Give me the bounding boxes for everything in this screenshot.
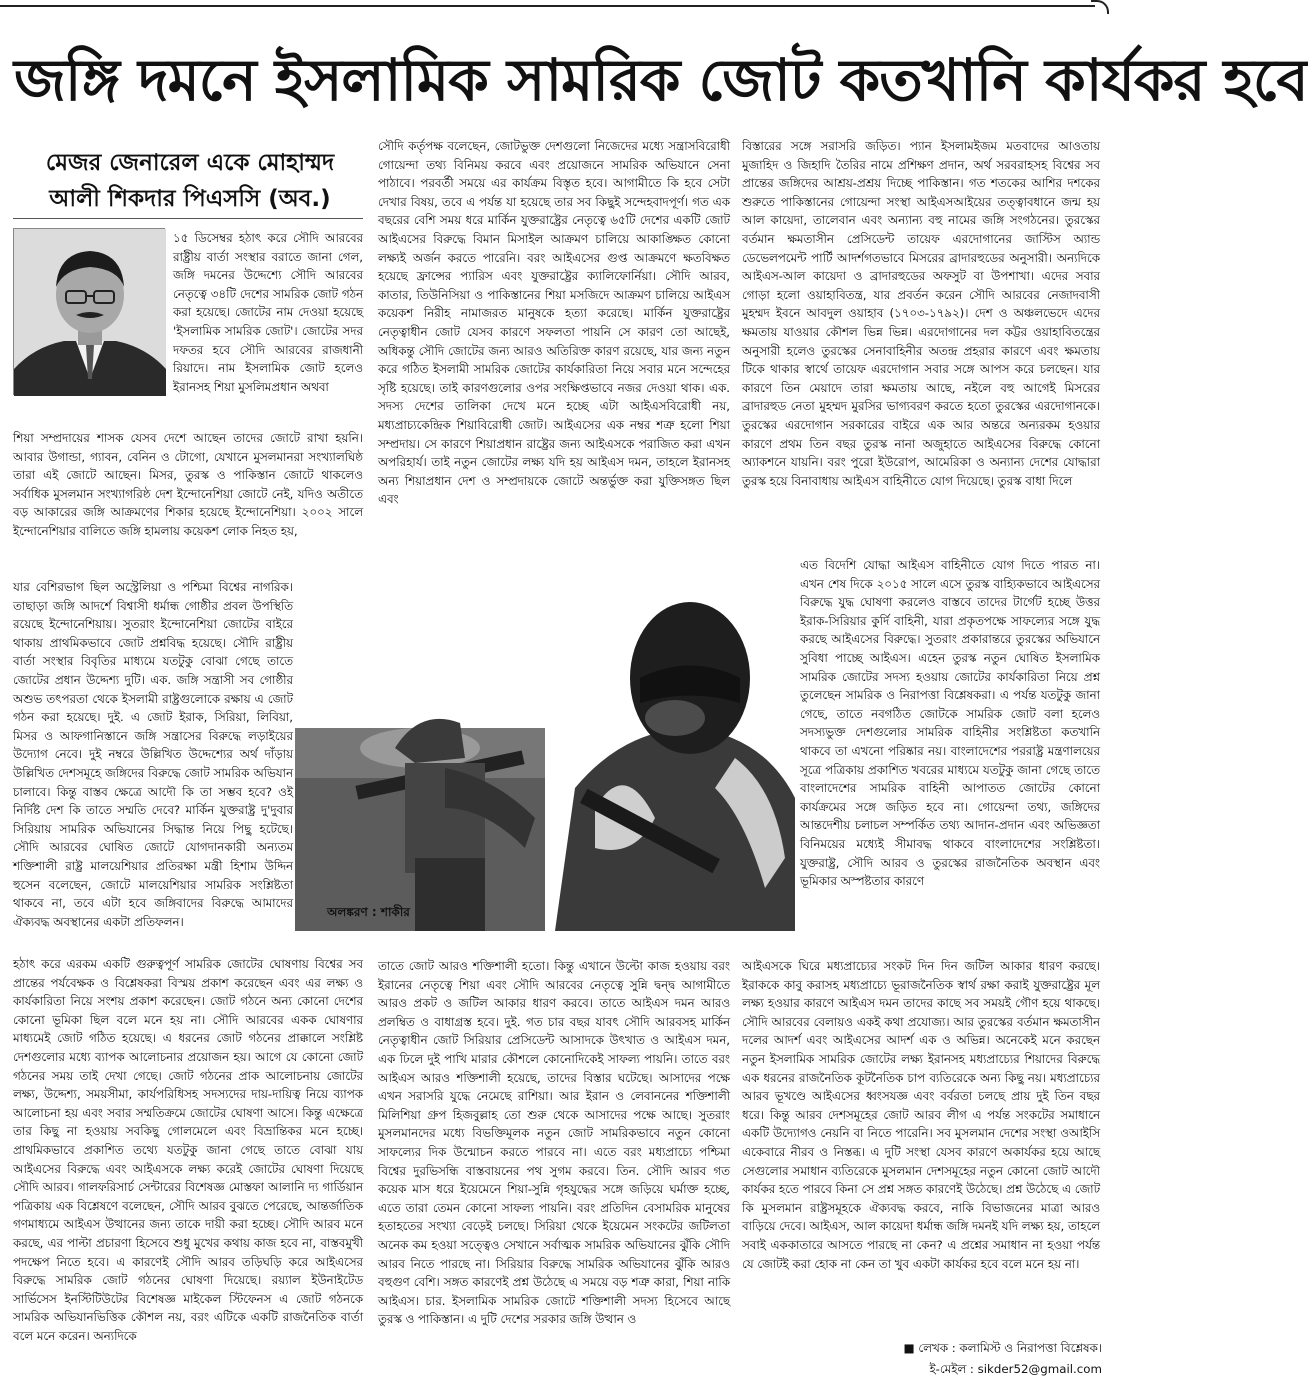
column-2-top xyxy=(378,137,730,555)
byline-divider xyxy=(13,218,363,219)
writer-credit: ■ লেখক : কলামিস্ট ও নিরাপত্তা বিশ্লেষক। xyxy=(903,1341,1102,1355)
paragraph: ১৫ ডিসেম্বর হঠাৎ করে সৌদি আরবের রাষ্ট্রীয় বার্তা সংস্থার বরাতে জানা গেল, জঙ্গি দমনের উদ্দেশ্যে সৌদি আরবের নেতৃত্বে ৩৪টি দেশের সামরিক জোট গঠন করা হয়েছে। জোটের নাম দেওয়া হয়েছে 'ইসলামিক সামরিক জোট'। জোটের সদর দফতর হবে সৌদি আরবের রাজধানী রিয়াদে। নাম ইসলামিক জোট হলেও ইরানসহ শিয়া মুসলিমপ্রধান অথবা xyxy=(173,231,363,394)
column-3-bottom xyxy=(742,957,1100,1315)
paragraph: যার বেশিরভাগ ছিল অস্ট্রেলিয়া ও পশ্চিমা বিশ্বের নাগরিক। তাছাড়া জঙ্গি আদর্শে বিশ্বাসী ধর্মান্ধ গোষ্ঠীর প্রবল উপস্থিতি রয়েছে ইন্দোনেশিয়ায়। সুতরাং ইন্দোনেশিয়া জোটের বাইরে থাকায় প্রাথমিকভাবে জোট প্রশ্নবিদ্ধ হয়েছে। সৌদি রাষ্ট্রীয় বার্তা সংস্থার বিবৃতির মাধ্যমে যতটুকু বোঝা গেছে তাতে জোটের প্রধান উদ্দেশ্য দুটি। এক. জঙ্গি সন্ত্রাসী সব গোষ্ঠীর অশুভ তৎপরতা থেকে ইসলামী রাষ্ট্রগুলোকে রক্ষায় এ জোট গঠন করা হয়েছে। দুই. এ জোট ইরাক, সিরিয়া, লিবিয়া, মিসর ও আফগানিস্তানে জঙ্গি সন্ত্রাসের বিরুদ্ধে লড়াইয়ের উদ্যোগ নেবে। দুই নম্বরে উল্লিখিত উদ্দেশ্যের অর্থ দাঁড়ায় উল্লিখিত দেশসমূহে জঙ্গিদের বিরুদ্ধে জোট সামরিক অভিযান চালাবে। কিন্তু বাস্তব ক্ষেত্রে আদৌ কি তা সম্ভব হবে? ওই নির্দিষ্ট দেশ কি তাতে সম্মতি দেবে? মার্কিন যুক্তরাষ্ট্র দু'দুবার সিরিয়ায় সামরিক অভিযানের সিদ্ধান্ত নিয়ে পিছু হটেছে। সৌদি আরবের ঘোষিত জোটে যোগদানকারী অন্যতম শক্তিশালী রাষ্ট্র মালয়েশিয়ার প্রতিরক্ষা মন্ত্রী হিশাম উদ্দিন হুসেন বলেছেন, জোটে মালয়েশিয়ার সামরিক সংশ্লিষ্টতা থাকবে না, তবে এটা হবে জঙ্গিবাদের বিরুদ্ধে আমাদের ঐক্যবদ্ধ অবস্থানের একটা প্রতিফলন। xyxy=(13,580,293,929)
byline-line-2: আলী শিকদার পিএসসি (অব.) xyxy=(49,186,331,212)
paragraph: সৌদি কর্তৃপক্ষ বলেছেন, জোটভুক্ত দেশগুলো নিজেদের মধ্যে সন্ত্রাসবিরোধী গোয়েন্দা তথ্য বিনিময় করবে এবং প্রয়োজনে সামরিক অভিযানে সেনা পাঠাবে। পরবর্তী সময়ে এর কার্যক্রম বিস্তৃত হবে। আগামীতে কি হবে সেটা দেখার বিষয়, তবে এ পর্যন্ত যা হয়েছে তার সব কিছুই সন্দেহবাদপূর্ণ। গত এক বছরের বেশি সময় ধরে মার্কিন যুক্তরাষ্ট্রের নেতৃত্বে ৬৫টি দেশের একটি জোট আইএসের বিরুদ্ধে বিমান মিসাইল আক্রমণ চালিয়ে আকাঙ্ক্ষিত কোনো লক্ষ্যই অর্জন করতে পারেনি। বরং আইএসের গুপ্ত আক্রমণে ক্ষতবিক্ষত হয়েছে ফ্রান্সের প্যারিস এবং যুক্তরাষ্ট্রের ক্যালিফোর্নিয়া। সৌদি আরব, কাতার, তিউনিসিয়া ও পাকিস্তানের শিয়া মসজিদে আক্রমণ চালিয়ে আইএস কয়েকশ নিরীহ নামাজরত মানুষকে হত্যা করেছে। মার্কিন যুক্তরাষ্ট্রের নেতৃত্বাধীন জোট যেসব কারণে সফলতা পায়নি সে কারণ তো আছেই, অধিকন্তু সৌদি জোটের জন্য আরও অতিরিক্ত কারণ রয়েছে, যার জন্য নতুন করে গঠিত ইসলামী সামরিক জোটের কার্যকারিতা নিয়ে সবার মনে সন্দেহের সৃষ্টি হয়েছে। তাই কারণগুলোর ওপর সংক্ষিপ্তভাবে নজর দেওয়া থাক। এক. সদস্য দেশের তালিকা দেখে মনে হচ্ছে এটা আইএসবিরোধী নয়, মধ্যপ্রাচ্যকেন্দ্রিক শিয়াবিরোধী জোট। আইএসের এক নম্বর শত্রু হলো শিয়া সম্প্রদায়। সে কারণে শিয়াপ্রধান রাষ্ট্রের জন্য আইএসকে পরাজিত করা এখন অপরিহার্য। তাই নতুন জোটের লক্ষ্য যদি হয় আইএস দমন, তাহলে ইরানসহ অন্য শিয়াপ্রধান দেশ ও সম্প্রদায়কে জোটে অন্তর্ভুক্ত করা যুক্তিসঙ্গত ছিল এবং xyxy=(378,139,730,507)
paragraph: এত বিদেশি যোদ্ধা আইএস বাহিনীতে যোগ দিতে পারত না। এখন শেষ দিকে ২০১৫ সালে এসে তুরস্ক বাহ্যিকভাবে আইএসের বিরুদ্ধে যুদ্ধ ঘোষণা করলেও বাস্তবে তাদের টার্গেট হচ্ছে উত্তর ইরাক-সিরিয়ার কুর্দি বাহিনী, যারা প্রকৃতপক্ষে সাফল্যের সঙ্গে যুদ্ধ করছে আইএসের বিরুদ্ধে। সুতরাং প্রকারান্তরে তুরস্কের অভিযানে সুবিধা পাচ্ছে আইএস। এহেন তুরস্ক নতুন ঘোষিত ইসলামিক সামরিক জোটের সদস্য হওয়ায় জোটের কার্যকারিতা নিয়ে প্রশ্ন তুলেছেন সামরিক ও নিরাপত্তা বিশ্লেষকরা। এ পর্যন্ত যতটুকু জানা গেছে, তাতে নবগঠিত জোটকে সামরিক জোট বলা হলেও সদস্যভুক্ত দেশগুলোর সামরিক বাহিনীর সংশ্লিষ্টতা কতখানি থাকবে তা এখনো পরিষ্কার নয়। বাংলাদেশের পররাষ্ট্র মন্ত্রণালয়ের সূত্রে পত্রিকায় প্রকাশিত খবরের মাধ্যমে যতটুকু জানা গেছে তাতে বাংলাদেশের সামরিক বাহিনী আপাতত জোটের কোনো কার্যক্রমের সঙ্গে জড়িত হবে না। গোয়েন্দা তথ্য, জঙ্গিদের আন্তদেশীয় চলাচল সম্পর্কিত তথ্য আদান-প্রদান এবং অভিজ্ঞতা বিনিময়ের মধ্যেই সীমাবদ্ধ থাকবে বাংলাদেশের সংশ্লিষ্টতা। যুক্তরাষ্ট্র, সৌদি আরব ও তুরস্কের রাজনৈতিক অবস্থান এবং ভূমিকার অস্পষ্টতার কারণে xyxy=(800,558,1100,889)
column-3-narrow xyxy=(800,556,1100,956)
author-portrait xyxy=(13,228,165,395)
column-1-full xyxy=(13,429,363,578)
paragraph: বিস্তারের সঙ্গে সরাসরি জড়িত। প্যান ইসলামইজম মতবাদের আওতায় মুজাহিদ ও জিহাদি তৈরির নামে প্রশিক্ষণ প্রদান, অর্থ সরবরাহসহ বিশ্বের সব প্রান্তের জঙ্গিদের আশ্রয়-প্রশ্রয় দিচ্ছে পাকিস্তান। গত শতকের আশির দশকের শুরুতে পাকিস্তানের গোয়েন্দা সংস্থা আইএসআইয়ের তত্ত্বাবধানে জন্ম হয় আল কায়েদা, তালেবান এবং অন্যান্য বহু নামের জঙ্গি সংগঠনের। তুরস্কের বর্তমান ক্ষমতাসীন প্রেসিডেন্ট তায়েফ এরদোগানের জাস্টিস অ্যান্ড ডেভেলপমেন্ট পার্টি আদর্শগতভাবে মিসরের ব্রাদারহুডের অনুসারী। অন্যদিকে আইএস-আল কায়েদা ও ব্রাদারহুডের অফসুট বা উপশাখা। এদের সবার গোড়া হলো ওয়াহাবিতন্ত্র, যার প্রবর্তন করেন সৌদি আরবের নেজাদবাসী মুহম্মদ ইবনে আবদুল ওয়াহাব (১৭০৩-১৭৯২)। দেশ ও অঞ্চলভেদে এদের ক্ষমতায় যাওয়ার কৌশল ভিন্ন ভিন্ন। এরদোগানের দল কট্টর ওয়াহাবিতন্ত্রের অনুসারী হলেও তুরস্কের সেনাবাহিনীর অতন্দ্র প্রহরার কারণে এবং ক্ষমতায় টিকে থাকার স্বার্থে তায়েফ এরদোগান সবার সঙ্গে আপস করে চলছেন। যার কারণে তিন মেয়াদে তারা ক্ষমতায় আছে, নইলে বহু আগেই মিসরের ব্রাদারহুড নেতা মুহম্মদ মুরসির ভাগ্যবরণ করতে হতো তুরস্কের এরদোগানকে। তুরস্কের এরদোগান সরকারের বাইরে এক আর অন্তরে অন্যরকম হওয়ার কারণে প্রথম তিন বছর তুরস্ক নানা অজুহাতে আইএসের বিরুদ্ধে কোনো অ্যাকশনে যায়নি। বরং পুরো ইউরোপ, আমেরিকা ও অন্যান্য দেশের যোদ্ধারা তুরস্ক হয়ে বিনাবাধায় আইএস বাহিনীতে যোগ দিয়েছে। তুরস্ক বাধা দিলে xyxy=(742,139,1100,488)
column-3-top xyxy=(742,137,1100,556)
headline: জঙ্গি দমনে ইসলামিক সামরিক জোট কতখানি কার্যকর হবে xyxy=(14,46,1308,114)
main-illustration xyxy=(295,558,795,931)
paragraph: তাতে জোট আরও শক্তিশালী হতো। কিন্তু এখানে উল্টো কাজ হওয়ায় বরং ইরানের নেতৃত্বে শিয়া এবং সৌদি আরবের নেতৃত্বে সুন্নি দ্বন্দ্ব আগামীতে আরও প্রকট ও জটিল আকার ধারণ করবে। তাতে আইএস দমন আরও প্রলম্বিত ও বাধাগ্রস্ত হবে। দুই. গত চার বছর যাবৎ সৌদি আরবসহ মার্কিন নেতৃত্বাধীন জোট সিরিয়ার প্রেসিডেন্ট আসাদকে উৎখাত ও আইএস দমন, এক ঢিলে দুই পাখি মারার কৌশলে কোনোদিকেই সাফল্য পায়নি। তাতে বরং আইএস আরও শক্তিশালী হয়েছে, তাদের বিস্তার ঘটেছে। আসাদের পক্ষে এখন সরাসরি যুদ্ধে নেমেছে রাশিয়া। আর ইরান ও লেবাননের শক্তিশালী মিলিশিয়া গ্রুপ হিজবুল্লাহ তো শুরু থেকে আসাদের পক্ষে আছে। সুতরাং মুসলমানদের মধ্যে বিভক্তিমূলক নতুন জোট সামরিকভাবে নতুন কোনো সাফল্যের দিক উন্মোচন করতে পারবে না। এতে বরং মধ্যপ্রাচ্যে পশ্চিমা বিশ্বের দুরভিসন্ধি বাস্তবায়নের পথ সুগম করবে। তিন. সৌদি আরব গত কয়েক মাস ধরে ইয়েমেনে শিয়া-সুন্নি গৃহযুদ্ধের সঙ্গে জড়িয়ে ঘর্মাক্ত হচ্ছে, এতে তারা তেমন কোনো সাফল্য পায়নি। বরং প্রতিদিন বেসামরিক মানুষের হতাহতের সংখ্যা বেড়েই চলছে। সিরিয়া থেকে ইয়েমেন সংকটের জটিলতা অনেক কম হওয়া সত্ত্বেও সেখানে সর্বাত্মক সামরিক অভিযানের ঝুঁকি সৌদি আরব নিতে পারছে না। সিরিয়ার বিরুদ্ধে সামরিক অভিযানের ঝুঁকি আরও বহুগুণ বেশি। সঙ্গত কারণেই প্রশ্ন উঠেছে এ সময়ে বড় শত্রু কারা, শিয়া নাকি আইএস। চার. ইসলামিক সামরিক জোটে শক্তিশালী সদস্য হিসেবে আছে তুরস্ক ও পাকিস্তান। এ দুটি দেশের সরকার জঙ্গি উত্থান ও xyxy=(378,959,730,1327)
column-2-bottom xyxy=(378,957,730,1379)
page-top-border xyxy=(0,0,1113,10)
byline xyxy=(22,145,358,221)
writer-email: ই-মেইল : sikder52@gmail.com xyxy=(929,1362,1102,1376)
column-1-narrow xyxy=(13,578,293,955)
byline-line-1: মেজর জেনারেল একে মোহাম্মদ xyxy=(45,150,335,176)
paragraph: হঠাৎ করে এরকম একটি গুরুত্বপূর্ণ সামরিক জোটের ঘোষণায় বিশ্বের সব প্রান্তের পর্যবেক্ষক ও বিশ্লেষকরা বিস্ময় প্রকাশ করেছেন এবং এর লক্ষ্য ও কার্যকারিতা নিয়ে সংশয় প্রকাশ করেছেন। জোট গঠনে অন্য কোনো দেশের কোনো ভূমিকা ছিল বলে মনে হয় না। সৌদি আরবের একক ঘোষণার মাধ্যমেই জোট গঠিত হয়েছে। এ ধরনের জোট গঠনের প্রাক্কালে সংশ্লিষ্ট দেশগুলোর মধ্যে ব্যাপক আলোচনার প্রয়োজন হয়। আগে যে কোনো জোট গঠনের সময় তাই দেখা গেছে। জোট গঠনের প্রাক আলোচনায় জোটের লক্ষ্য, উদ্দেশ্য, সময়সীমা, কার্যপরিধিসহ সদস্যদের দায়-দায়িত্ব নিয়ে ব্যাপক আলোচনা হয় এবং সবার সম্মতিক্রমে জোটের ঘোষণা আসে। কিন্তু এক্ষেত্রে তার কিছু না হওয়ায় সবকিছু গোলমেলে এবং বিভ্রান্তিকর মনে হচ্ছে। প্রাথমিকভাবে প্রকাশিত তথ্যে যতটুকু জানা গেছে তাতে বোঝা যায় আইএসের বিরুদ্ধে এবং আইএসকে লক্ষ্য করেই জোটের ঘোষণা দিয়েছে সৌদি আরব। গালফরিসার্চ সেন্টারের বিশেষজ্ঞ মোস্তফা আলানি দ্য গার্ডিয়ান পত্রিকায় এক বিশ্লেষণে বলেছেন, সৌদি আরব বুঝতে পেরেছে, আন্তর্জাতিক গণমাধ্যমে আইএস উত্থানের জন্য তাকে দায়ী করা হচ্ছে। সৌদি আরব মনে করছে, এর পাল্টা প্রচারণা হিসেবে শুধু মুখের কথায় কাজ হবে না, বাস্তবমুখী পদক্ষেপ নিতে হবে। এ কারণেই সৌদি আরব তড়িঘড়ি করে আইএসের বিরুদ্ধে সামরিক জোট গঠনের ঘোষণা দিয়েছে। রয়্যাল ইউনাইটেড সার্ভিসেস ইনস্টিটিউটের বিশেষজ্ঞ মাইকেল স্টিফেনস এ জোট গঠনকে সামরিক অভিযানভিত্তিক কৌশল নয়, বরং এটিকে একটি রাজনৈতিক বার্তা বলে মনে করেন। অন্যদিকে xyxy=(13,957,363,1343)
image-caption: অলঙ্করণ : শাকীর xyxy=(327,905,410,919)
column-1-bottom xyxy=(13,955,363,1379)
column-1-beside-portrait xyxy=(173,229,363,429)
paragraph: আইএসকে ঘিরে মধ্যপ্রাচ্যের সংকট দিন দিন জটিল আকার ধারণ করছে। ইরাককে কাবু করাসহ মধ্যপ্রাচ্যে ভূরাজনৈতিক স্বার্থ রক্ষা করাই যুক্তরাষ্ট্রের মূল লক্ষ্য হওয়ার কারণে আইএস দমন তাদের কাছে সব সময়ই গৌণ হয়ে থাকছে। সৌদি আরবের বেলায়ও একই কথা প্রযোজ্য। আর তুরস্কের বর্তমান ক্ষমতাসীন দলের আদর্শ এবং আইএসের আদর্শ এক ও অভিন্ন। অনেকেই মনে করছেন নতুন ইসলামিক সামরিক জোটের লক্ষ্য ইরানসহ মধ্যপ্রাচ্যের শিয়াদের বিরুদ্ধে এক ধরনের রাজনৈতিক কূটনৈতিক চাপ ব্যতিরেকে অন্য কিছু নয়। মধ্যপ্রাচ্যের আরব ভূখণ্ডে আইএসের ধ্বংসযজ্ঞ এবং বর্বরতা চলছে প্রায় দুই তিন বছর ধরে। কিন্তু আরব দেশসমূহের জোট আরব লীগ এ পর্যন্ত সংকটের সমাধানে একটি উদ্যোগও নেয়নি বা নিতে পারেনি। সব মুসলমান দেশের সংস্থা ওআইসি একেবারে নীরব ও নিস্তব্ধ। এ দুটি সংস্থা যেসব কারণে অকার্যকর হয়ে আছে সেগুলোর সমাধান ব্যতিরেকে মুসলমান দেশসমূহের নতুন কোনো জোট আদৌ কার্যকর হতে পারবে কিনা সে প্রশ্ন সঙ্গত কারণেই উঠেছে। প্রশ্ন উঠেছে এ জোট কি মুসলমান রাষ্ট্রসমূহকে ঐক্যবদ্ধ করবে, নাকি বিভাজনের মাত্রা আরও বাড়িয়ে দেবে। আইএস, আল কায়েদা ধর্মান্ধ জঙ্গি দমনই যদি লক্ষ্য হয়, তাহলে সবাই এককাতারে আসতে পারছে না কেন? এ প্রশ্নের সমাধান না হওয়া পর্যন্ত যে জোটই করা হোক না কেন তা খুব একটা কার্যকর হবে বলে মনে হয় না। xyxy=(742,959,1100,1271)
paragraph: শিয়া সম্প্রদায়ের শাসক যেসব দেশে আছেন তাদের জোটে রাখা হয়নি। আবার উগান্ডা, গ্যাবন, বেনিন ও টোগো, যেখানে মুসলমানরা সংখ্যালঘিষ্ঠ তারা এই জোটে আছেন। মিসর, তুরস্ক ও পাকিস্তান জোটে থাকলেও সর্বাধিক মুসলমান সংখ্যাগরিষ্ঠ দেশ ইন্দোনেশিয়া জোটে নেই, যদিও অতীতে বড় আকারের জঙ্গি আক্রমণের শিকার হয়েছে ইন্দোনেশিয়া। ২০০২ সালে ইন্দোনেশিয়ার বালিতে জঙ্গি হামলায় কয়েকশ লোক নিহত হয়, xyxy=(13,431,363,538)
